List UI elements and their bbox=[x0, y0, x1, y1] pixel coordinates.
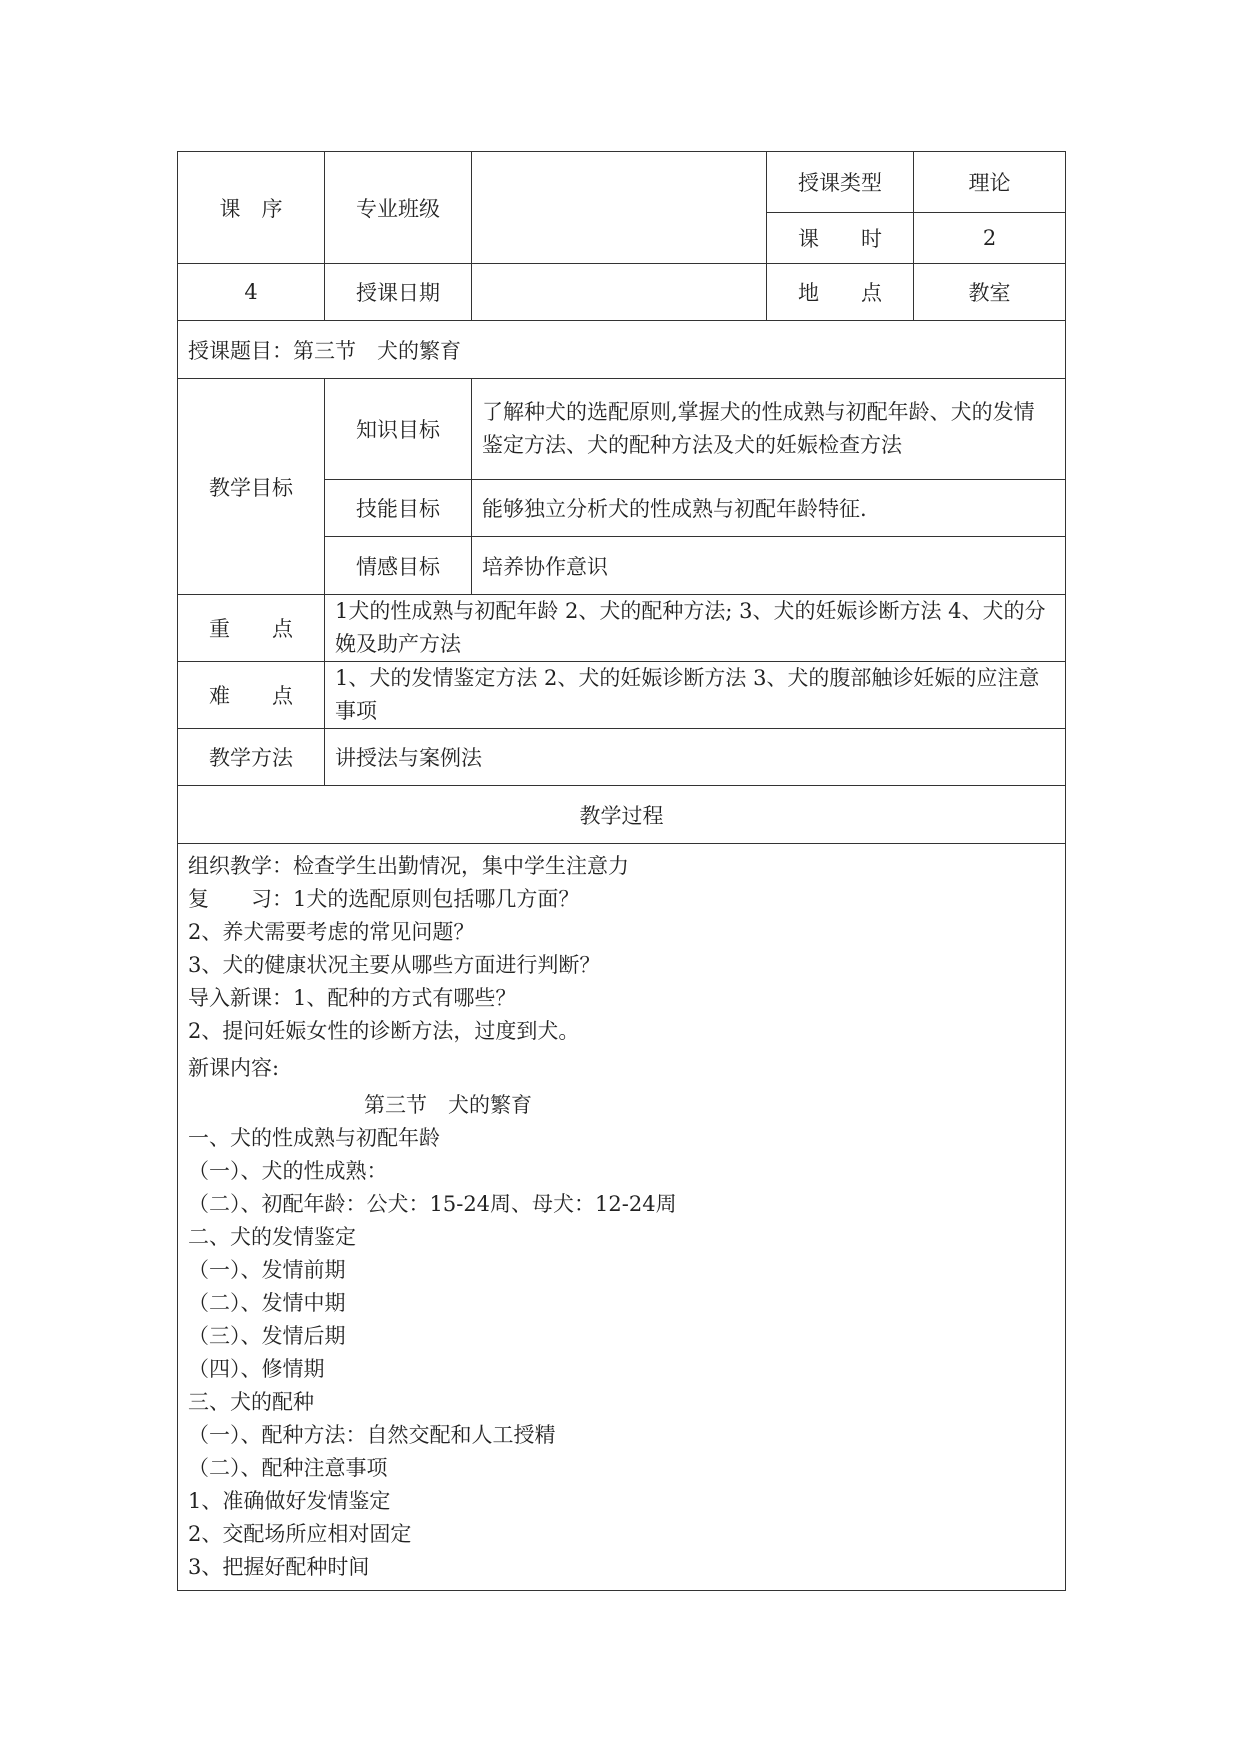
process-line: 1、准确做好发情鉴定 bbox=[188, 1489, 391, 1513]
process-line: （一）、发情前期 bbox=[188, 1258, 346, 1282]
knowledge-goal-text: 了解种犬的选配原则,掌握犬的性成熟与初配年龄、犬的发情鉴定方法、犬的配种方法及犬的妊娠检查方法 bbox=[472, 379, 1066, 480]
process-line: 2、提问妊娠女性的诊断方法，过度到犬。 bbox=[188, 1019, 580, 1043]
course-seq-label: 课 序 bbox=[178, 152, 325, 264]
lesson-plan-table bbox=[177, 151, 1066, 1591]
skill-goal-text: 能够独立分析犬的性成熟与初配年龄特征. bbox=[472, 480, 1066, 537]
date-value bbox=[472, 264, 767, 321]
process-line: （三）、发情后期 bbox=[188, 1324, 346, 1348]
process-line: （一）、犬的性成熟： bbox=[188, 1159, 388, 1183]
process-line: （二）、发情中期 bbox=[188, 1291, 346, 1315]
process-line: 3、犬的健康状况主要从哪些方面进行判断？ bbox=[188, 953, 601, 977]
process-title: 教学过程 bbox=[178, 786, 1066, 844]
method-label: 教学方法 bbox=[178, 729, 325, 786]
process-section-heading: 第三节 犬的繁育 bbox=[364, 1093, 532, 1117]
skill-goal-label: 技能目标 bbox=[325, 480, 472, 537]
major-class-label: 专业班级 bbox=[325, 152, 472, 264]
emotion-goal-text: 培养协作意识 bbox=[472, 537, 1066, 595]
process-line: （一）、配种方法：自然交配和人工授精 bbox=[188, 1423, 556, 1447]
process-line: 复 习：1犬的选配原则包括哪几方面？ bbox=[188, 887, 580, 911]
emotion-goal-label: 情感目标 bbox=[325, 537, 472, 595]
knowledge-goal-label: 知识目标 bbox=[325, 379, 472, 480]
place-label: 地 点 bbox=[767, 264, 914, 321]
difficulties-text: 1、犬的发情鉴定方法 2、犬的妊娠诊断方法 3、犬的腹部触诊妊娠的应注意事项 bbox=[325, 662, 1066, 729]
process-line: （二）、配种注意事项 bbox=[188, 1456, 388, 1480]
process-line: （四）、修情期 bbox=[188, 1357, 325, 1381]
process-line: 组织教学：检查学生出勤情况，集中学生注意力 bbox=[188, 854, 629, 878]
process-line: 2、交配场所应相对固定 bbox=[188, 1522, 412, 1546]
process-line: 3、把握好配种时间 bbox=[188, 1555, 370, 1579]
method-text: 讲授法与案例法 bbox=[325, 729, 1066, 786]
course-seq-value: 4 bbox=[178, 264, 325, 321]
process-line: 一、犬的性成熟与初配年龄 bbox=[188, 1126, 440, 1150]
objectives-label: 教学目标 bbox=[178, 379, 325, 595]
process-line: 二、犬的发情鉴定 bbox=[188, 1225, 356, 1249]
process-line: 导入新课：1、配种的方式有哪些？ bbox=[188, 986, 517, 1010]
process-body bbox=[178, 844, 1066, 1591]
process-line: （二）、初配年龄：公犬：15-24周、母犬：12-24周 bbox=[188, 1192, 677, 1216]
topic-cell: 授课题目：第三节 犬的繁育 bbox=[178, 321, 1066, 379]
process-line: 新课内容: bbox=[188, 1056, 280, 1080]
hours-value: 2 bbox=[914, 213, 1066, 264]
date-label: 授课日期 bbox=[325, 264, 472, 321]
key-points-label: 重 点 bbox=[178, 595, 325, 662]
major-class-value bbox=[472, 152, 767, 264]
teach-type-value: 理论 bbox=[914, 152, 1066, 213]
process-line: 三、犬的配种 bbox=[188, 1390, 314, 1414]
process-line: 2、养犬需要考虑的常见问题？ bbox=[188, 920, 475, 944]
lesson-plan-page bbox=[177, 151, 1065, 1591]
place-value: 教室 bbox=[914, 264, 1066, 321]
teach-type-label: 授课类型 bbox=[767, 152, 914, 213]
difficulties-label: 难 点 bbox=[178, 662, 325, 729]
key-points-text: 1犬的性成熟与初配年龄 2、犬的配种方法; 3、犬的妊娠诊断方法 4、犬的分娩及助产方法 bbox=[325, 595, 1066, 662]
hours-label: 课 时 bbox=[767, 213, 914, 264]
